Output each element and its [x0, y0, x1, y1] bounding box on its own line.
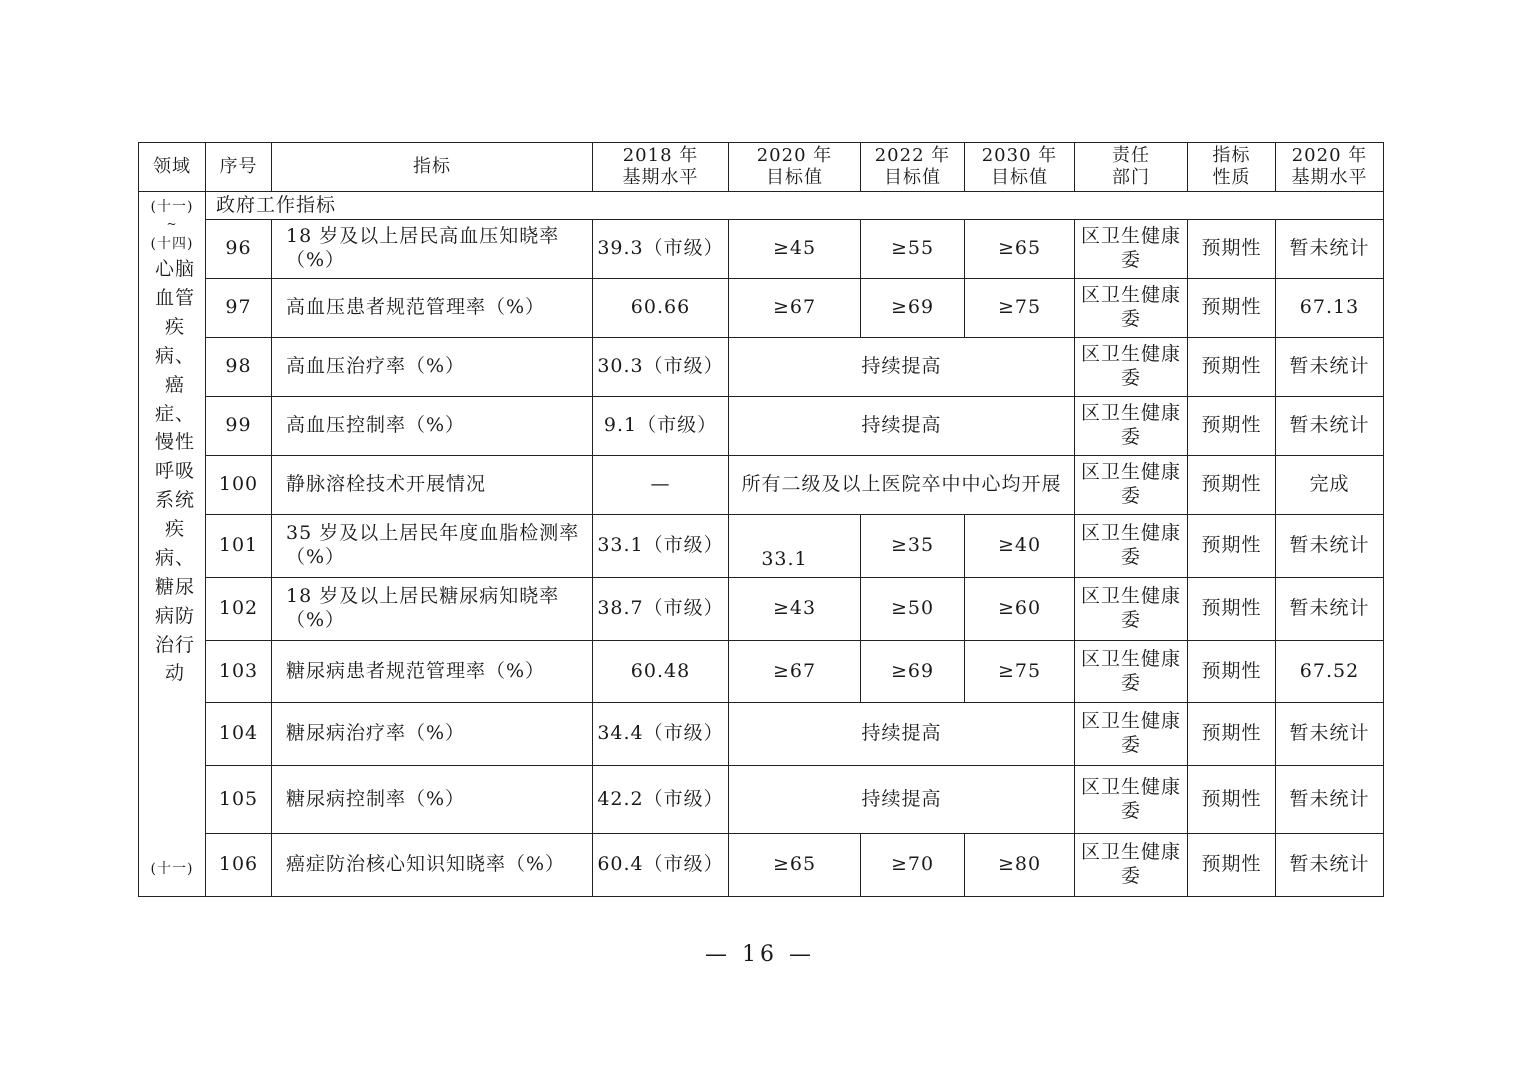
table-row: [139, 834, 1384, 897]
row-base-2018: 34.4（市级）: [593, 703, 729, 766]
row-target-merged: 持续提高: [729, 703, 1075, 766]
domain-code-last: (十一): [150, 860, 194, 877]
row-target-2030: ≥40: [965, 515, 1075, 578]
header-target-2022: 2022 年 目标值: [861, 143, 965, 192]
row-dept: 区卫生健康委: [1075, 515, 1188, 578]
row-indicator: 静脉溶栓技术开展情况: [272, 456, 593, 515]
row-base-2020: 暂未统计: [1276, 766, 1384, 834]
row-indicator: 高血压控制率（%）: [272, 397, 593, 456]
row-base-2020: 67.13: [1276, 279, 1384, 338]
row-dept: 区卫生健康委: [1075, 834, 1188, 897]
row-base-2020: 完成: [1276, 456, 1384, 515]
row-base-2020: 暂未统计: [1276, 515, 1384, 578]
header-seq: 序号: [206, 143, 272, 192]
row-seq: 96: [206, 220, 272, 279]
row-target-2030: ≥75: [965, 279, 1075, 338]
row-base-2020: 暂未统计: [1276, 397, 1384, 456]
row-dept: 区卫生健康委: [1075, 578, 1188, 641]
row-seq: 103: [206, 641, 272, 703]
table-row: [139, 641, 1384, 703]
row-target-2030: ≥80: [965, 834, 1075, 897]
table-row: [139, 397, 1384, 456]
row-base-2018: 33.1（市级）: [593, 515, 729, 578]
row-base-2018: 60.66: [593, 279, 729, 338]
row-nature: 预期性: [1188, 834, 1276, 897]
header-nature: 指标 性质: [1188, 143, 1276, 192]
header-base-2020: 2020 年 基期水平: [1276, 143, 1384, 192]
row-target-2030: ≥75: [965, 641, 1075, 703]
row-target-2020-value: 33.1: [761, 548, 808, 571]
header-target-2030: 2030 年 目标值: [965, 143, 1075, 192]
domain-code-end: (十四): [150, 235, 194, 252]
table-row: [139, 338, 1384, 397]
row-nature: 预期性: [1188, 279, 1276, 338]
row-indicator: 高血压患者规范管理率（%）: [272, 279, 593, 338]
row-indicator: 35 岁及以上居民年度血脂检测率（%）: [272, 515, 593, 578]
row-base-2020: 暂未统计: [1276, 703, 1384, 766]
row-base-2020: 暂未统计: [1276, 220, 1384, 279]
row-seq: 97: [206, 279, 272, 338]
row-base-2020: 暂未统计: [1276, 834, 1384, 897]
row-nature: 预期性: [1188, 515, 1276, 578]
row-nature: 预期性: [1188, 766, 1276, 834]
row-dept: 区卫生健康委: [1075, 703, 1188, 766]
row-target-2020: ≥65: [729, 834, 861, 897]
row-nature: 预期性: [1188, 220, 1276, 279]
page-number: — 16 —: [705, 942, 815, 967]
header-indicator: 指标: [272, 143, 593, 192]
row-indicator: 糖尿病患者规范管理率（%）: [272, 641, 593, 703]
row-base-2018: 60.4（市级）: [593, 834, 729, 897]
section-title: 政府工作指标: [206, 192, 1384, 220]
row-dept: 区卫生健康委: [1075, 397, 1188, 456]
table-row: [139, 515, 1384, 578]
row-indicator: 18 岁及以上居民糖尿病知晓率（%）: [272, 578, 593, 641]
table-row: [139, 703, 1384, 766]
section-row: [139, 192, 1384, 220]
row-dept: 区卫生健康委: [1075, 279, 1188, 338]
row-base-2018: 38.7（市级）: [593, 578, 729, 641]
row-target-2030: ≥65: [965, 220, 1075, 279]
row-nature: 预期性: [1188, 703, 1276, 766]
row-seq: 102: [206, 578, 272, 641]
row-seq: 101: [206, 515, 272, 578]
header-domain: 领域: [139, 143, 206, 192]
row-nature: 预期性: [1188, 397, 1276, 456]
table-row: [139, 578, 1384, 641]
row-base-2018: —: [593, 456, 729, 515]
row-target-2020: ≥43: [729, 578, 861, 641]
row-target-2020: ≥67: [729, 641, 861, 703]
row-dept: 区卫生健康委: [1075, 766, 1188, 834]
row-target-2020: [729, 515, 861, 578]
row-seq: 98: [206, 338, 272, 397]
row-indicator: 高血压治疗率（%）: [272, 338, 593, 397]
row-indicator: 糖尿病控制率（%）: [272, 766, 593, 834]
domain-cell: [139, 192, 206, 897]
row-nature: 预期性: [1188, 456, 1276, 515]
header-base-2018: 2018 年 基期水平: [593, 143, 729, 192]
row-dept: 区卫生健康委: [1075, 338, 1188, 397]
row-seq: 106: [206, 834, 272, 897]
row-indicator: 18 岁及以上居民高血压知晓率（%）: [272, 220, 593, 279]
row-base-2018: 42.2（市级）: [593, 766, 729, 834]
row-target-2022: ≥69: [861, 279, 965, 338]
row-base-2018: 39.3（市级）: [593, 220, 729, 279]
row-target-2022: ≥50: [861, 578, 965, 641]
header-dept: 责任 部门: [1075, 143, 1188, 192]
row-target-2022: ≥35: [861, 515, 965, 578]
row-seq: 104: [206, 703, 272, 766]
row-dept: 区卫生健康委: [1075, 456, 1188, 515]
row-nature: 预期性: [1188, 578, 1276, 641]
row-seq: 99: [206, 397, 272, 456]
row-dept: 区卫生健康委: [1075, 220, 1188, 279]
row-seq: 100: [206, 456, 272, 515]
table-row: [139, 279, 1384, 338]
row-indicator: 糖尿病治疗率（%）: [272, 703, 593, 766]
row-base-2018: 9.1（市级）: [593, 397, 729, 456]
header-row: [139, 143, 1384, 192]
row-base-2020: 67.52: [1276, 641, 1384, 703]
row-target-merged: 所有二级及以上医院卒中中心均开展: [729, 456, 1075, 515]
row-nature: 预期性: [1188, 641, 1276, 703]
domain-code-start: (十一): [150, 199, 194, 215]
row-base-2018: 30.3（市级）: [593, 338, 729, 397]
row-base-2020: 暂未统计: [1276, 578, 1384, 641]
row-target-2022: ≥69: [861, 641, 965, 703]
table-row: [139, 456, 1384, 515]
table-row: [139, 220, 1384, 279]
row-seq: 105: [206, 766, 272, 834]
row-nature: 预期性: [1188, 338, 1276, 397]
row-target-2022: ≥55: [861, 220, 965, 279]
row-target-2022: ≥70: [861, 834, 965, 897]
row-base-2018: 60.48: [593, 641, 729, 703]
indicator-table: [138, 142, 1384, 897]
row-target-merged: 持续提高: [729, 397, 1075, 456]
row-dept: 区卫生健康委: [1075, 641, 1188, 703]
domain-text: 心脑血管疾病、癌症、慢性呼吸系统疾病、糖尿病防治行动: [154, 258, 195, 685]
row-target-2020: ≥45: [729, 220, 861, 279]
domain-tilde: ~: [166, 217, 178, 232]
row-target-2030: ≥60: [965, 578, 1075, 641]
table-row: [139, 766, 1384, 834]
row-target-merged: 持续提高: [729, 766, 1075, 834]
row-target-merged: 持续提高: [729, 338, 1075, 397]
row-target-2020: ≥67: [729, 279, 861, 338]
row-base-2020: 暂未统计: [1276, 338, 1384, 397]
header-target-2020: 2020 年 目标值: [729, 143, 861, 192]
row-indicator: 癌症防治核心知识知晓率（%）: [272, 834, 593, 897]
